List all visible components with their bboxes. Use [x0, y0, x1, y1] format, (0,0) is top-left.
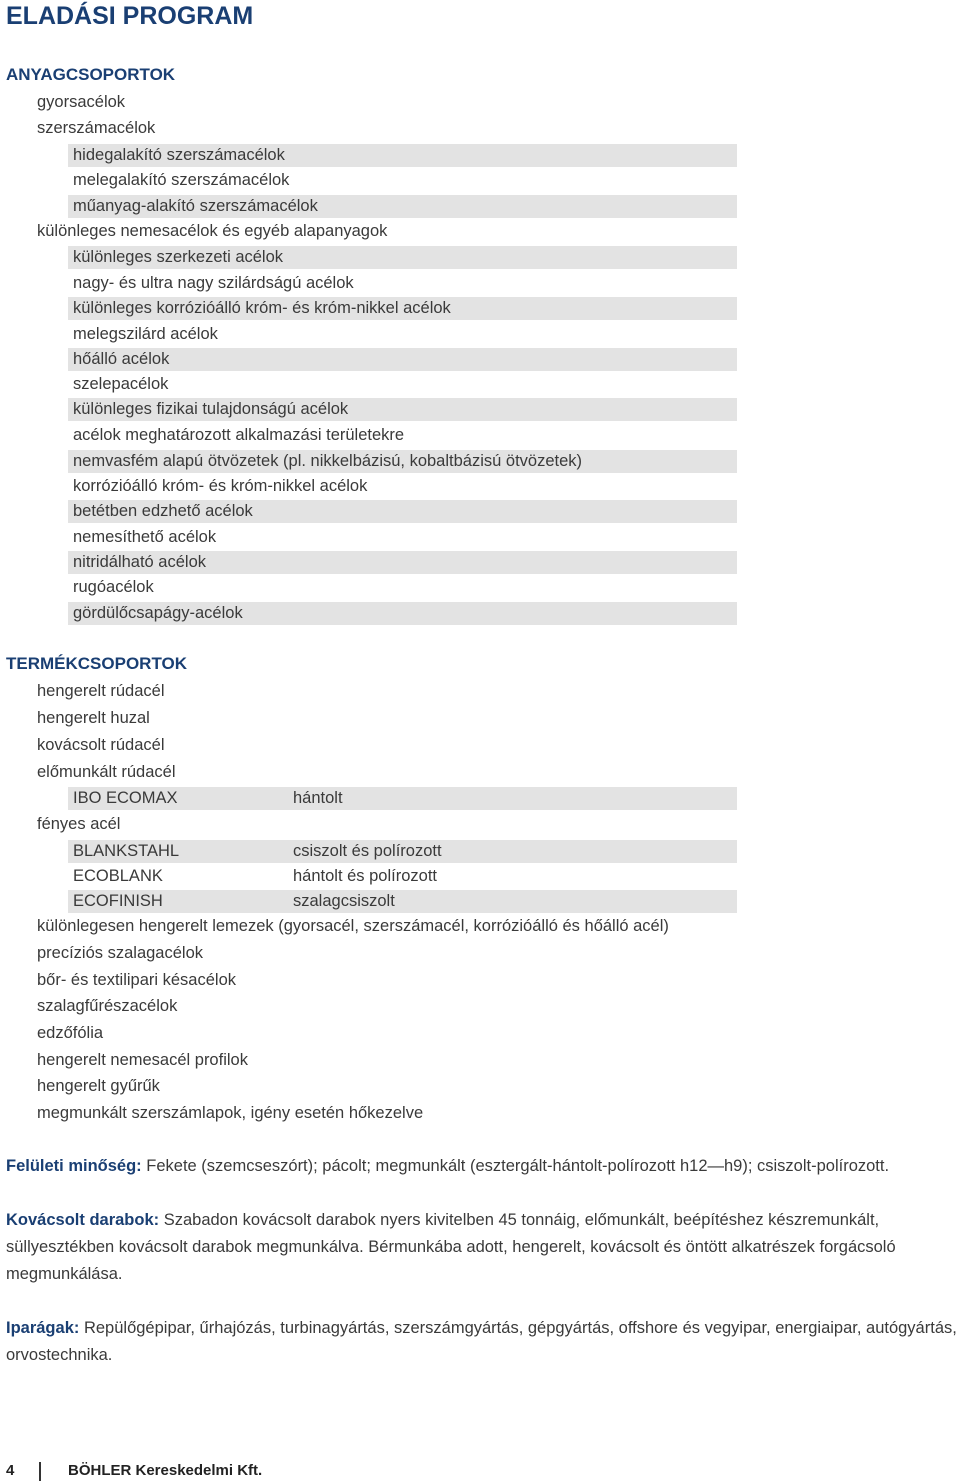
list-subitem: különleges szerkezeti acélok [68, 246, 737, 269]
list-subitem: nemvasfém alapú ötvözetek (pl. nikkelbázisú, kobaltbázisú ötvözetek) [68, 450, 737, 473]
forgings-text: Szabadon kovácsolt darabok nyers kivitelben 45 tonnáig, előmunkált, beépítéshez készremunkált, süllyesztékben kovácsolt darabok megmunkálva. Bérmunkába adott, hengerelt, kovácsolt és öntött alkatrészek forgácsoló megmunkálása. [6, 1211, 896, 1283]
list-subitem: rugóacélok [73, 578, 154, 596]
list-item: bőr- és textilipari késacélok [37, 971, 236, 989]
list-item: hengerelt gyűrűk [37, 1077, 160, 1095]
list-subitem: műanyag-alakító szerszámacélok [68, 195, 737, 218]
list-subitem: acélok meghatározott alkalmazási területekre [73, 426, 405, 444]
industries-text: Repülőgépipar, űrhajózás, turbinagyártás, szerszámgyártás, gépgyártás, offshore és vegyipar, energiaipar, autógyártás, orvostechnika. [6, 1319, 957, 1364]
list-item: hengerelt nemesacél profilok [37, 1051, 248, 1069]
surface-quality-label: Felületi minőség: [6, 1157, 142, 1175]
list-subitem: melegalakító szerszámacélok [73, 171, 290, 189]
forgings-paragraph [6, 1207, 960, 1288]
product-name: BLANKSTAHL [73, 842, 180, 860]
industries-paragraph [6, 1315, 960, 1369]
product-subitem-row [68, 840, 737, 863]
company-name: BÖHLER Kereskedelmi Kft. [68, 1462, 263, 1479]
list-subitem: korrózióálló króm- és króm-nikkel acélok [73, 477, 368, 495]
list-subitem: betétben edzhető acélok [68, 500, 737, 523]
industries-label: Iparágak: [6, 1319, 80, 1337]
list-subitem: hőálló acélok [68, 348, 737, 371]
list-item: fényes acél [37, 815, 121, 833]
list-subitem: hidegalakító szerszámacélok [68, 144, 737, 167]
list-item: szalagfűrészacélok [37, 997, 178, 1015]
section-heading-products: TERMÉKCSOPORTOK [6, 654, 188, 673]
page-title: ELADÁSI PROGRAM [6, 2, 254, 30]
product-name: IBO ECOMAX [73, 789, 178, 807]
product-subitem-row [68, 890, 737, 913]
list-subitem: nemesíthető acélok [73, 528, 217, 546]
list-subitem: szelepacélok [73, 375, 169, 393]
list-item: különleges nemesacélok és egyéb alapanyagok [37, 222, 388, 240]
list-item: edzőfólia [37, 1024, 104, 1042]
product-finish: szalagcsiszolt [293, 892, 395, 910]
surface-quality-text: Fekete (szemcseszórt); pácolt; megmunkált (esztergált-hántolt-polírozott h12—h9); csiszolt-polírozott. [141, 1157, 890, 1175]
list-item: hengerelt huzal [37, 709, 150, 727]
list-subitem: melegszilárd acélok [73, 325, 218, 343]
list-item: kovácsolt rúdacél [37, 736, 165, 754]
product-finish: hántolt és polírozott [293, 867, 438, 885]
list-item: gyorsacélok [37, 93, 126, 111]
forgings-label: Kovácsolt darabok: [6, 1211, 160, 1229]
list-item: megmunkált szerszámlapok, igény esetén hőkezelve [37, 1104, 424, 1122]
list-subitem: gördülőcsapágy-acélok [68, 602, 737, 625]
product-finish: hántolt [293, 789, 343, 807]
product-name: ECOFINISH [73, 892, 163, 910]
list-item: precíziós szalagacélok [37, 944, 203, 962]
product-finish: csiszolt és polírozott [293, 842, 442, 860]
product-name: ECOBLANK [73, 867, 163, 885]
list-subitem: különleges korrózióálló króm- és króm-nikkel acélok [68, 297, 737, 320]
list-subitem: nitridálható acélok [68, 551, 737, 574]
section-heading-materials: ANYAGCSOPORTOK [6, 65, 176, 84]
list-subitem: különleges fizikai tulajdonságú acélok [68, 398, 737, 421]
list-item: hengerelt rúdacél [37, 682, 165, 700]
page-number: 4 [6, 1462, 15, 1479]
product-subitem-row [68, 865, 737, 888]
surface-quality-paragraph [6, 1153, 960, 1180]
list-item: előmunkált rúdacél [37, 763, 176, 781]
product-subitem-row [68, 787, 737, 810]
list-subitem: nagy- és ultra nagy szilárdságú acélok [73, 274, 354, 292]
list-item: szerszámacélok [37, 119, 156, 137]
footer-divider [39, 1462, 41, 1481]
list-item: különlegesen hengerelt lemezek (gyorsacél, szerszámacél, korrózióálló és hőálló acél) [37, 917, 669, 935]
